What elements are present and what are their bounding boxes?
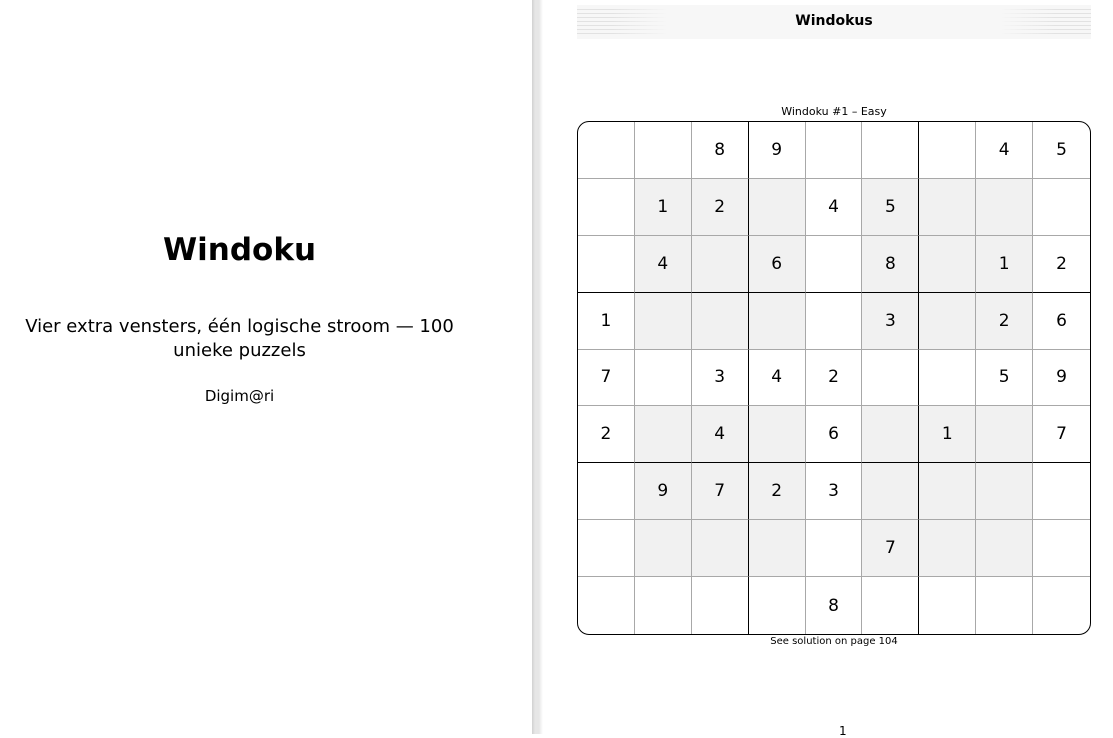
grid-cell: 2	[692, 179, 749, 236]
grid-cell: 7	[578, 350, 635, 407]
grid-cell: 8	[806, 577, 863, 634]
grid-cell	[578, 122, 635, 179]
grid-cell	[692, 577, 749, 634]
book-title: Windoku	[162, 232, 317, 268]
grid-cell	[749, 577, 806, 634]
grid-cell	[578, 463, 635, 520]
grid-cell: 8	[692, 122, 749, 179]
grid-cell: 9	[1033, 350, 1090, 407]
grid-cell	[806, 520, 863, 577]
grid-cell	[692, 236, 749, 293]
grid-cell	[919, 520, 976, 577]
grid-cell	[976, 406, 1033, 463]
grid-cell: 5	[862, 179, 919, 236]
grid-cell	[1033, 577, 1090, 634]
grid-cell	[1033, 179, 1090, 236]
grid-cell	[976, 179, 1033, 236]
grid-cell	[919, 122, 976, 179]
grid-cell	[692, 520, 749, 577]
grid-cell: 1	[635, 179, 692, 236]
grid-cell: 4	[806, 179, 863, 236]
page-header	[577, 5, 1091, 39]
page-gutter	[532, 0, 543, 734]
grid-cell	[578, 577, 635, 634]
grid-cell: 3	[692, 350, 749, 407]
grid-cell	[1033, 520, 1090, 577]
grid-cell: 4	[692, 406, 749, 463]
grid-cell	[635, 350, 692, 407]
grid-cell	[862, 350, 919, 407]
grid-cell	[635, 520, 692, 577]
grid-cell	[749, 293, 806, 350]
grid-cell	[976, 577, 1033, 634]
grid-cell	[692, 293, 749, 350]
grid-cell: 7	[692, 463, 749, 520]
book-author: Digim@ri	[204, 387, 275, 405]
grid-cell	[1033, 463, 1090, 520]
grid-cell	[806, 122, 863, 179]
grid-cell	[862, 122, 919, 179]
grid-cell	[919, 179, 976, 236]
grid-cell: 1	[578, 293, 635, 350]
grid-cell	[635, 122, 692, 179]
page-number: 1	[839, 724, 847, 738]
grid-cell: 4	[749, 350, 806, 407]
grid-cell	[862, 463, 919, 520]
grid-cell	[806, 293, 863, 350]
grid-cell	[919, 236, 976, 293]
grid-cell	[976, 520, 1033, 577]
grid-cell: 7	[862, 520, 919, 577]
grid-cell: 9	[635, 463, 692, 520]
grid-cell	[635, 293, 692, 350]
grid-cell: 6	[749, 236, 806, 293]
grid-cell	[635, 577, 692, 634]
grid-cell	[862, 577, 919, 634]
grid-cell: 2	[578, 406, 635, 463]
grid-cell	[749, 520, 806, 577]
grid-cell: 7	[1033, 406, 1090, 463]
grid-cell	[749, 406, 806, 463]
grid-cell: 2	[806, 350, 863, 407]
grid-cell: 1	[976, 236, 1033, 293]
grid-cell	[862, 406, 919, 463]
grid-cell: 4	[976, 122, 1033, 179]
solution-note: See solution on page 104	[770, 636, 898, 647]
grid-cell	[578, 520, 635, 577]
grid-cell	[919, 463, 976, 520]
grid-cell	[976, 463, 1033, 520]
grid-cell: 2	[749, 463, 806, 520]
page-header-title: Windokus	[795, 13, 873, 29]
grid-cell: 1	[919, 406, 976, 463]
grid-cell: 3	[862, 293, 919, 350]
grid-cell: 5	[976, 350, 1033, 407]
sudoku-grid	[577, 121, 1091, 635]
grid-cell	[919, 350, 976, 407]
grid-cell	[919, 577, 976, 634]
grid-cell: 3	[806, 463, 863, 520]
grid-cell: 5	[1033, 122, 1090, 179]
puzzle-title: Windoku #1 – Easy	[781, 105, 887, 118]
grid-cell	[749, 179, 806, 236]
grid-cell: 6	[806, 406, 863, 463]
grid-cell	[919, 293, 976, 350]
grid-cell: 4	[635, 236, 692, 293]
grid-cell: 6	[1033, 293, 1090, 350]
grid-cell	[578, 179, 635, 236]
grid-cell: 9	[749, 122, 806, 179]
left-page	[0, 0, 532, 734]
grid-cell	[635, 406, 692, 463]
grid-cell: 2	[976, 293, 1033, 350]
grid-cell	[806, 236, 863, 293]
grid-cell: 2	[1033, 236, 1090, 293]
grid-cell: 8	[862, 236, 919, 293]
book-subtitle: Vier extra vensters, één logische stroom — 100 unieke puzzels	[25, 316, 454, 361]
right-page	[543, 0, 1113, 738]
grid-cell	[578, 236, 635, 293]
